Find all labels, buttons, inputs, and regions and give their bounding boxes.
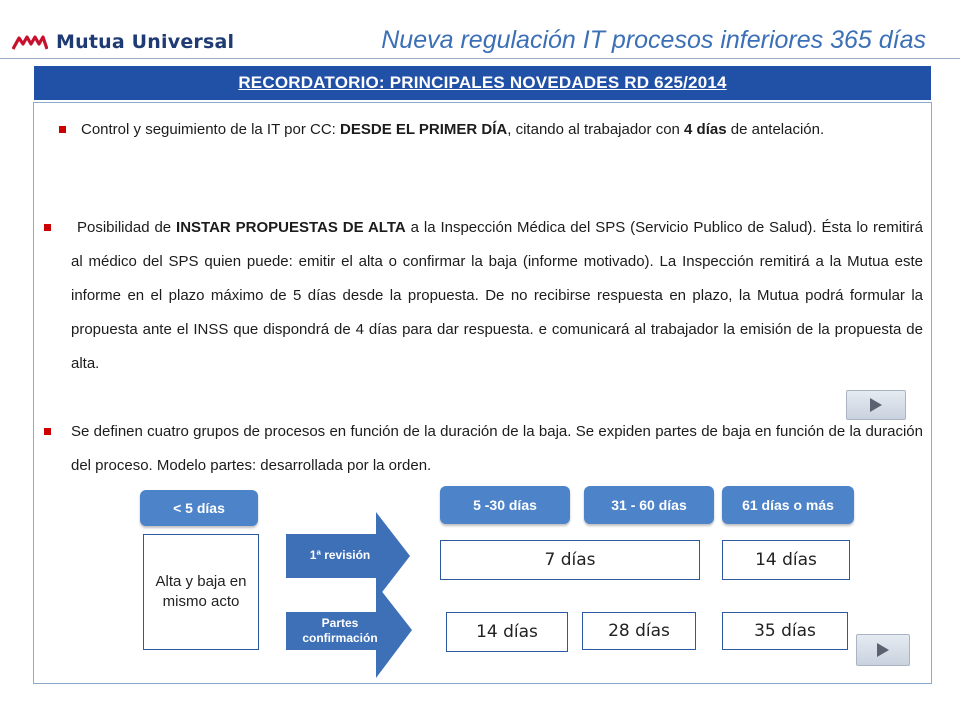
bullet-marker <box>44 428 51 435</box>
logo <box>12 30 234 54</box>
group-less-5-days: < 5 días <box>140 490 258 526</box>
section-banner <box>34 66 931 100</box>
logo-text: Mutua Universal <box>56 31 235 53</box>
header-divider <box>0 58 960 59</box>
bullet-3 <box>71 415 923 483</box>
revision-61-plus-days: 14 días <box>722 540 850 580</box>
alta-baja-box <box>143 534 259 650</box>
revision-5-30-days: 7 días <box>440 540 700 580</box>
arrow-partes-confirmacion-label: Partes confirmación <box>302 616 378 645</box>
bullet-3-text: Se definen cuatro grupos de procesos en función de la duración de la baja. Se expiden partes de baja en función de la duración del proceso. Modelo partes: desarrollada por la orden. <box>71 423 923 474</box>
play-icon <box>870 398 882 412</box>
group-5-30-days: 5 -30 días <box>440 486 570 524</box>
confirmation-5-30-days: 14 días <box>446 612 568 652</box>
bullet-marker <box>44 224 51 231</box>
arrow-primera-revision-label: 1ª revisión <box>309 548 371 562</box>
mutua-logo-icon <box>12 33 48 51</box>
banner-title: RECORDATORIO: PRINCIPALES NOVEDADES RD 625/2014 <box>238 73 727 92</box>
bullet-1-text-a: Control y seguimiento de la IT por CC: <box>81 121 341 138</box>
group-31-60-days: 31 - 60 días <box>584 486 714 524</box>
group-61-plus-days: 61 días o más <box>722 486 854 524</box>
bullet-1-text-c: de antelación. <box>726 121 825 138</box>
bullet-2 <box>71 211 923 381</box>
next-slide-button-2[interactable] <box>856 634 910 666</box>
play-icon <box>877 643 889 657</box>
bullet-1-text-b: , citando al trabajador con <box>507 121 685 138</box>
bullet-1 <box>81 113 923 147</box>
confirmation-31-60-days: 28 días <box>582 612 696 650</box>
bullet-1-bold-a: DESDE EL PRIMER DÍA <box>340 121 508 138</box>
bullet-marker <box>59 126 66 133</box>
bullet-2-text-a: Posibilidad de <box>77 219 177 236</box>
bullet-2-bold: INSTAR PROPUESTAS DE ALTA <box>176 219 406 236</box>
bullet-2-text-b: a la Inspección Médica del SPS (Servicio Publico de Salud). Ésta lo remitirá al médico del SPS quien puede: emitir el alta o confirmar la baja (informe motivado). La Inspección remitirá a la Mutua este informe en el plazo máximo de 5 días desde la propuesta. De no recibirse respuesta en plazo, la Mutua podrá formular la propuesta ante el INSS que dispondrá de 4 días para dar respuesta. e comunicará al trabajador la emisión de la propuesta de alta. <box>71 219 923 372</box>
bullet-1-bold-b: 4 días <box>684 121 727 138</box>
confirmation-61-plus-days: 35 días <box>722 612 848 650</box>
alta-baja-text: Alta y baja en mismo acto <box>155 573 247 610</box>
page-title: Nueva regulación IT procesos inferiores 365 días <box>381 26 926 54</box>
